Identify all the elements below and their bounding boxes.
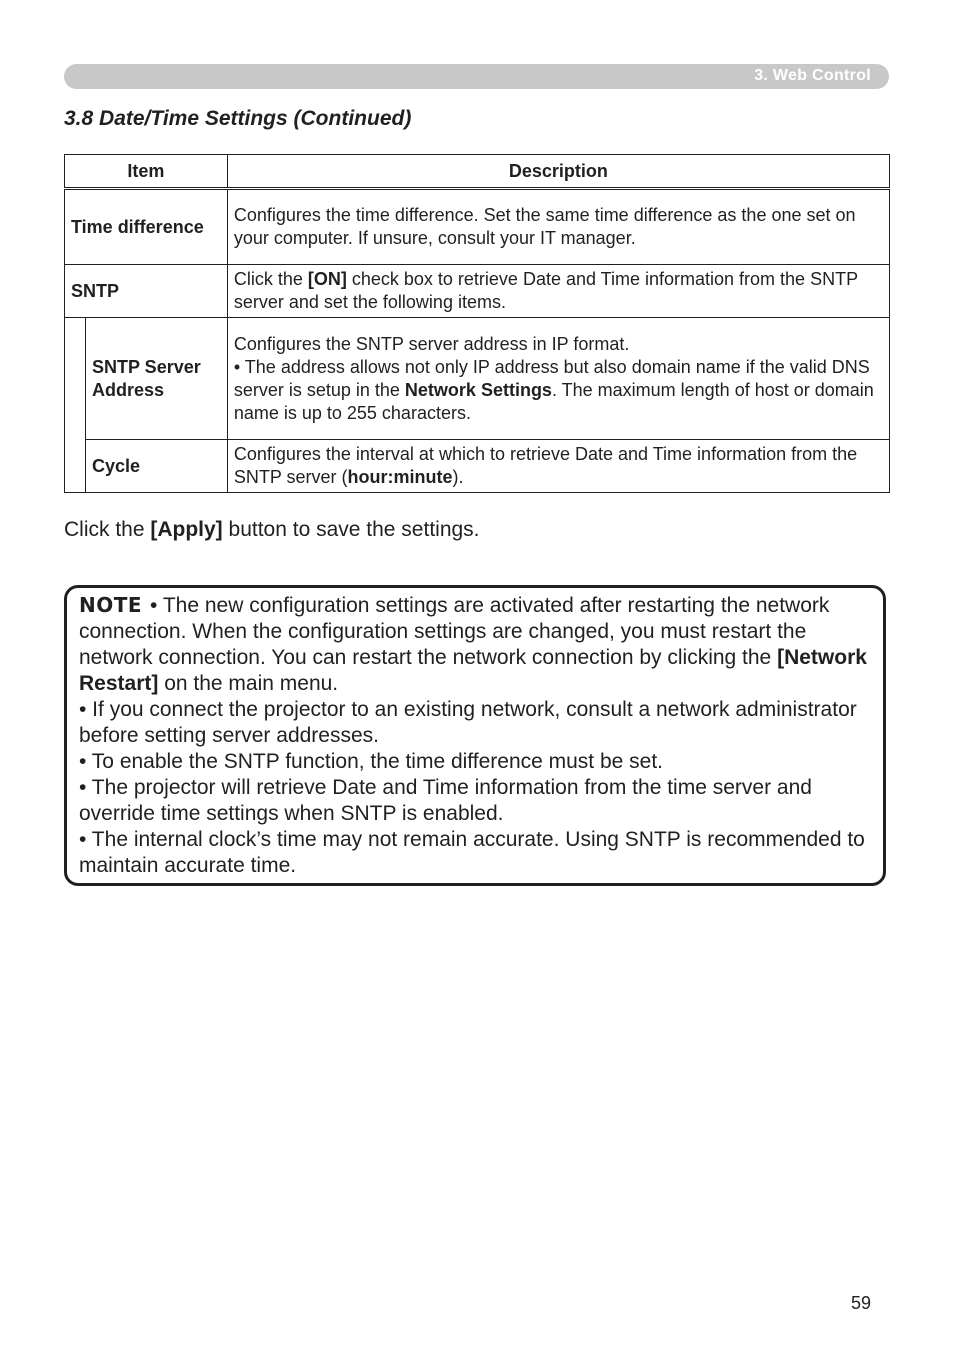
chapter-header-bar bbox=[64, 64, 889, 89]
description-column-header: Description bbox=[227, 155, 889, 189]
note-paragraph-3: • To enable the SNTP function, the time difference must be set. bbox=[79, 750, 664, 773]
note-paragraph-5: • The internal clock’s time may not remain accurate. Using SNTP is recommended to maintain accurate time. bbox=[79, 828, 865, 877]
table-row-sntp-server-address bbox=[65, 318, 890, 440]
time-difference-item: Time difference bbox=[65, 189, 228, 265]
page-number: 59 bbox=[851, 1293, 872, 1313]
section-title: 3.8 Date/Time Settings (Continued) bbox=[64, 107, 412, 130]
settings-table bbox=[64, 154, 890, 493]
note-box bbox=[64, 585, 886, 886]
note-paragraph-4: • The projector will retrieve Date and Time information from the time server and override time settings when SNTP is enabled. bbox=[79, 776, 812, 825]
sntp-description: Click the [ON] check box to retrieve Date and Time information from the SNTP server and set the following items. bbox=[227, 265, 889, 318]
apply-instruction: Click the [Apply] button to save the settings. bbox=[64, 518, 480, 541]
chapter-label: 3. Web Control bbox=[754, 67, 871, 84]
cycle-item: Cycle bbox=[86, 440, 228, 493]
note-label: NOTE bbox=[79, 593, 143, 617]
note-paragraph-1: NOTE • The new configuration settings are activated after restarting the network connection. When the configuration settings are changed, you must restart the network connection. You can restart the network connection by clicking the [Network Restart] on the main menu. bbox=[79, 593, 867, 695]
item-column-header: Item bbox=[65, 155, 228, 189]
sntp-subitem-indent bbox=[65, 318, 86, 493]
table-row-sntp bbox=[65, 265, 890, 318]
sntp-server-address-description: Configures the SNTP server address in IP format. • The address allows not only IP address but also domain name if the valid DNS server is setup in the Network Settings. The maximum length of host or domain name is up to 255 characters. bbox=[227, 318, 889, 440]
sntp-server-address-item: SNTP Server Address bbox=[86, 318, 228, 440]
table-row-cycle bbox=[65, 440, 890, 493]
table-header-row bbox=[65, 155, 890, 189]
table-row-time-difference bbox=[65, 189, 890, 265]
time-difference-description: Configures the time difference. Set the same time difference as the one set on your computer. If unsure, consult your IT manager. bbox=[227, 189, 889, 265]
note-paragraph-2: • If you connect the projector to an existing network, consult a network administrator before setting server addresses. bbox=[79, 698, 857, 747]
sntp-item: SNTP bbox=[65, 265, 228, 318]
cycle-description: Configures the interval at which to retrieve Date and Time information from the SNTP server (hour:minute). bbox=[227, 440, 889, 493]
